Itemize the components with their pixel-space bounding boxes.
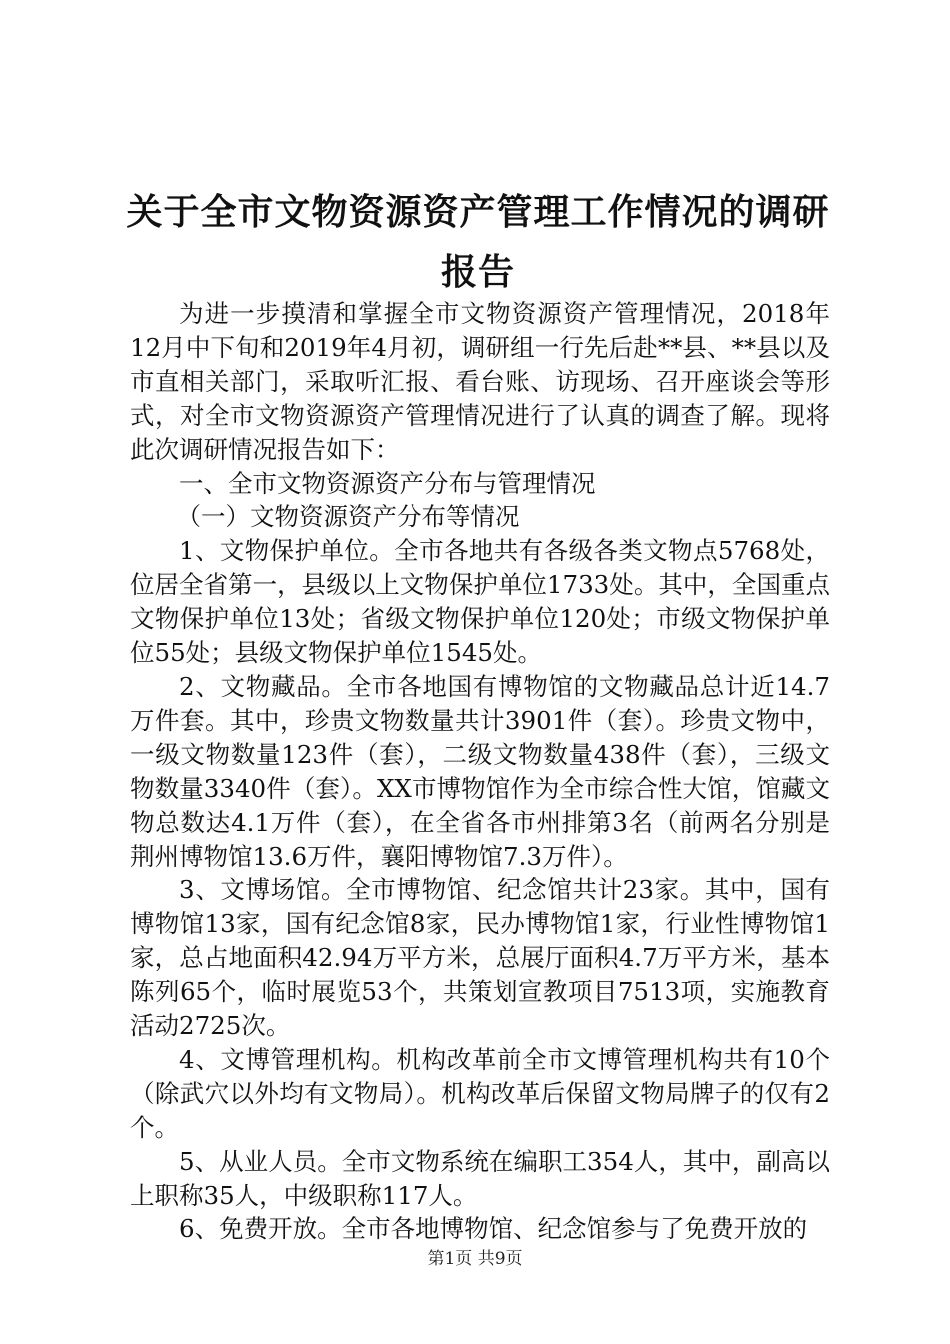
intro-paragraph: 为进一步摸清和掌握全市文物资源资产管理情况，2018年12月中下旬和2019年4月初，调研组一行先后赴**县、**县以及市直相关部门，采取听汇报、看台账、访现场、召开座谈会等形式，对全市文物资源资产管理情况进行了认真的调查了解。现将此次调研情况报告如下： — [130, 299, 830, 464]
paragraph-management-agencies: 4、文博管理机构。机构改革前全市文博管理机构共有10个（除武穴以外均有文物局）。机构改革后保留文物局牌子的仅有2个。 — [130, 1044, 830, 1142]
subsection-heading: （一）文物资源资产分布等情况 — [176, 502, 520, 532]
document-title: 关于全市文物资源资产管理工作情况的调研报告 — [126, 192, 830, 293]
paragraph-museums: 3、文博场馆。全市博物馆、纪念馆共计23家。其中，国有博物馆13家，国有纪念馆8家，民办博物馆1家，行业性博物馆1家，总占地面积42.94万平方米，总展厅面积4.7万平方米，基本陈列65个，临时展览53个，共策划宣教项目7513项，实施教育活动2725次。 — [130, 875, 830, 1041]
section-heading: 一、全市文物资源资产分布与管理情况 — [179, 468, 596, 498]
paragraph-staff: 5、从业人员。全市文物系统在编职工354人，其中，副高以上职称35人，中级职称117人。 — [130, 1146, 830, 1210]
paragraph-collections: 2、文物藏品。全市各地国有博物馆的文物藏品总计近14.7万件套。其中，珍贵文物数量共计3901件（套）。珍贵文物中，一级文物数量123件（套），二级文物数量438件（套），三级文物数量3340件（套）。XX市博物馆作为全市综合性大馆，馆藏文物总数达4.1万件（套），在全省各市州排第3名（前两名分别是荆州博物馆13.6万件，襄阳博物馆7.3万件）。 — [130, 671, 830, 871]
paragraph-free-opening: 6、免费开放。全市各地博物馆、纪念馆参与了免费开放的 — [179, 1214, 808, 1244]
document-body — [130, 297, 830, 1246]
page-footer: 第1页 共9页 — [427, 1249, 523, 1269]
paragraph-cultural-relic-protection-units: 1、文物保护单位。全市各地共有各级各类文物点5768处，位居全省第一，县级以上文物保护单位1733处。其中，全国重点文物保护单位13处；省级文物保护单位120处；市级文物保护单位55处；县级文物保护单位1545处。 — [130, 536, 830, 668]
